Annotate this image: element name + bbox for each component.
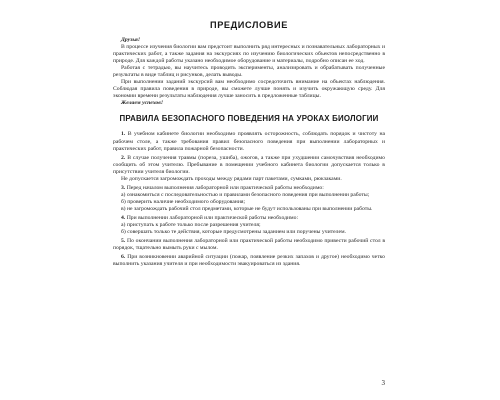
rule-number: 6. [121, 254, 126, 261]
rule-text: По окончании выполнения лабораторной или практической работы необходимо привести рабочий стол в порядок, тщательно вымыть руки с мылом. [113, 238, 386, 252]
page-title: ПРЕДИСЛОВИЕ [210, 20, 288, 30]
preface-paragraph-3: При выполнении заданий экскурсий вам необходимо сосредоточить внимание на объектах наблюдения. Соблюдая правила поведения в природе, вы сможете лучше понять и изучить окружающую среду. Для экономии времени результаты наблюдения лучше заносить в предложенные таблицы. [113, 79, 385, 100]
rule-1 [113, 131, 385, 152]
rule-number: 1. [121, 131, 126, 138]
page-number: 3 [381, 379, 385, 387]
rule-text: В случае получения травмы (пореза, ушиба), ожогов, а также при ухудшении самочувствия необходимо сообщить об этом учителю. Пребывание в помещении учебного кабинета биологии допускается только в присутствии учителя биологии. [113, 154, 385, 175]
section-title: ПРАВИЛА БЕЗОПАСНОГО ПОВЕДЕНИЯ НА УРОКАХ БИОЛОГИИ [119, 114, 379, 124]
rule-number: 3. [121, 184, 126, 191]
rule-6 [113, 254, 385, 268]
rule-number: 4. [121, 214, 126, 221]
preface-paragraph-2: Работая с тетрадью, вы научитесь проводить эксперименты, анализировать и обрабатывать полученные результаты в виде таблиц и рисунков, делать выводы. [113, 65, 385, 79]
rule-5 [113, 238, 385, 252]
preface-greeting: Друзья! [121, 37, 141, 43]
preface-closing: Желаем успехов! [121, 100, 164, 107]
rule-text: При возникновении аварийной ситуации (пожар, появление резких запахов и другое) необходимо четко выполнить указания учителя и при необходимости эвакуироваться из здания. [113, 254, 385, 268]
rule-text: Перед началом выполнения лабораторной или практической работы необходимо: [126, 184, 324, 191]
rule-3 [113, 185, 385, 192]
rule-text: При выполнении лабораторной или практической работы необходимо: [126, 214, 299, 221]
rule-number: 5. [121, 238, 126, 245]
preface-paragraph-1: В процессе изучения биологии вам предстоит выполнить ряд интересных и познавательных лабораторных и практических работ, а также задания на экскурсиях по изучению биологических объектов непосредственно в природе. Для каждой работы указано необходимое оборудование и материалы, подробно описан ее ход. [113, 44, 385, 65]
rule-3-item-c: в) не загромождать рабочий стол предметами, которые не будут использованы при выполнении работы. [121, 205, 373, 212]
rule-4 [113, 215, 385, 222]
rule-3-item-b: б) проверить наличие необходимого оборудования; [121, 198, 246, 205]
rule-text: В учебном кабинете биологии необходимо проявлять осторожность, соблюдать порядок и чистоту на рабочем столе, а также требования правил безопасного поведения при выполнении лабораторных и практических работ, правила пожарной безопасности. [113, 131, 386, 152]
rule-4-item-b: б) совершать только те действия, которые предусмотрены заданием или поручены учителем. [121, 229, 347, 236]
rule-2-continued: Не допускается загромождать проходы между рядами парт пакетами, сумками, рюкзаками. [121, 175, 342, 182]
rule-4-item-a: а) приступать к работе только после разрешения учителя; [121, 222, 261, 229]
rule-3-item-a: а) ознакомиться с последовательностью и правилами безопасного поведения при выполнении работы; [121, 191, 370, 198]
rule-number: 2. [121, 154, 126, 161]
rule-2 [113, 155, 385, 176]
